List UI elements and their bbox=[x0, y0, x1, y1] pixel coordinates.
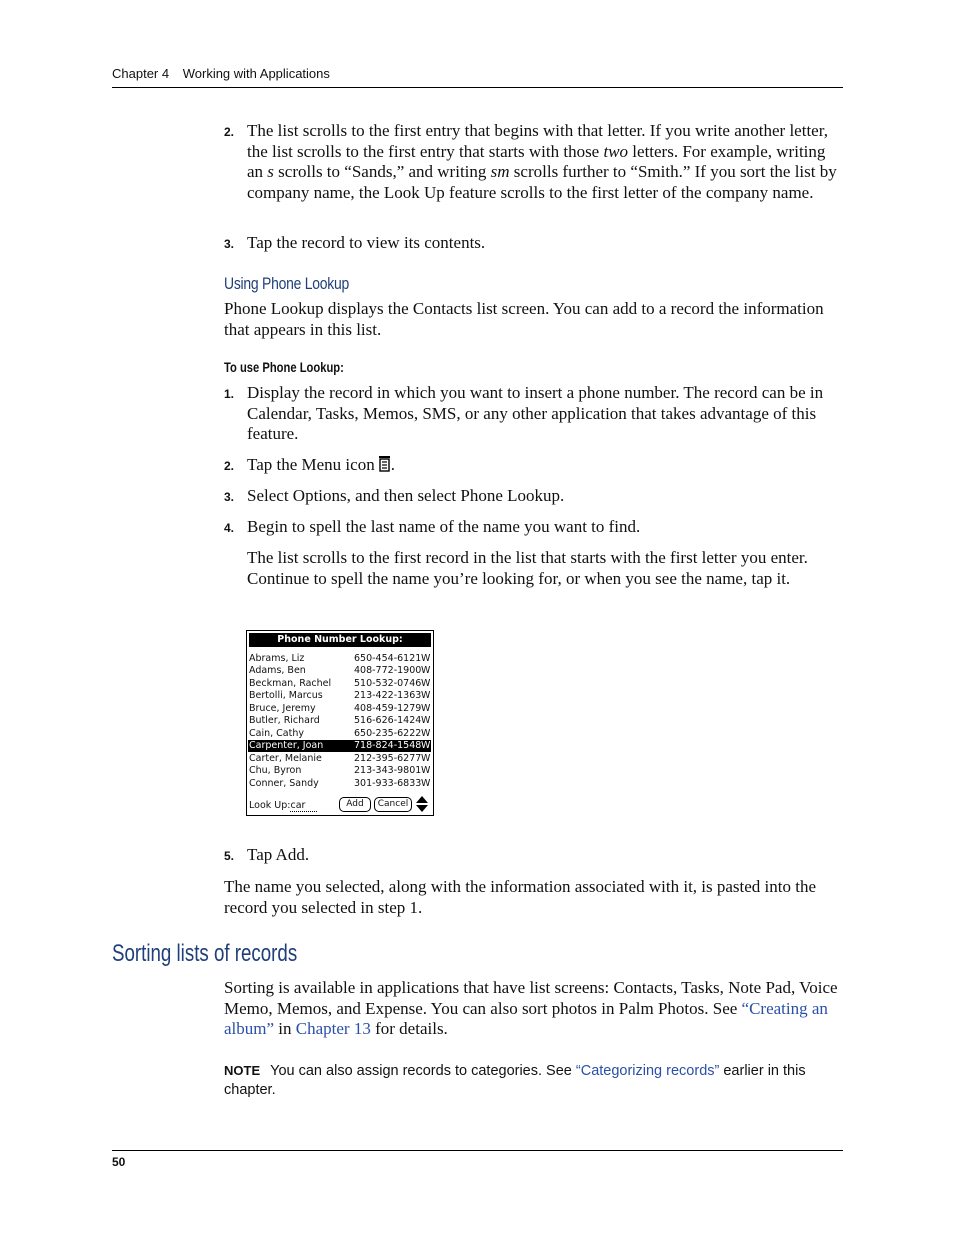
step-text: Select Options, and then select Phone Lookup. bbox=[247, 486, 565, 505]
step-text: Tap the record to view its contents. bbox=[247, 233, 486, 252]
phone-type-tag: W bbox=[421, 752, 431, 764]
step-text: Begin to spell the last name of the name you want to find. bbox=[247, 517, 641, 536]
contact-name: Butler, Richard bbox=[249, 715, 320, 727]
step-text: Tap Add. bbox=[247, 845, 310, 864]
contact-phone: 212-395-6277 bbox=[354, 752, 422, 764]
contact-name: Carter, Melanie bbox=[249, 752, 322, 764]
step-number: 2. bbox=[224, 459, 235, 473]
phone-type-tag: W bbox=[421, 702, 431, 714]
phone-type-tag: W bbox=[421, 777, 431, 789]
step-number: 3. bbox=[224, 490, 235, 504]
contact-row[interactable] bbox=[248, 715, 431, 727]
contact-phone: 650-454-6121 bbox=[354, 653, 422, 664]
contact-name: Abrams, Liz bbox=[249, 653, 305, 664]
menu-icon bbox=[378, 455, 391, 472]
phone-number-lookup-screenshot bbox=[246, 630, 434, 816]
procedure-step-3 bbox=[224, 486, 843, 507]
phone-type-tag: W bbox=[421, 690, 431, 702]
categorizing-records-link[interactable]: “Categorizing records” bbox=[575, 1063, 720, 1079]
lookup-field[interactable] bbox=[249, 800, 317, 811]
subsection-heading: Using Phone Lookup bbox=[224, 274, 350, 293]
contact-row[interactable] bbox=[248, 753, 431, 765]
contact-phone: 718-824-1548 bbox=[354, 740, 422, 752]
phone-type-tag: W bbox=[421, 665, 431, 677]
running-header bbox=[112, 66, 330, 81]
creating-album-link[interactable]: “Creating an album” bbox=[224, 998, 828, 1038]
contact-row[interactable] bbox=[248, 665, 431, 677]
step-2-top bbox=[224, 121, 843, 203]
step-number: 1. bbox=[224, 387, 235, 401]
contact-name: Carpenter, Joan bbox=[249, 740, 324, 752]
scroll-arrows-icon[interactable] bbox=[415, 795, 429, 813]
step-number: 2. bbox=[224, 125, 235, 139]
cancel-button[interactable]: Cancel bbox=[374, 797, 412, 812]
footer-rule bbox=[112, 1150, 843, 1151]
contact-name: Chu, Byron bbox=[249, 765, 302, 777]
phone-lookup-intro: Phone Lookup displays the Contacts list screen. You can add to a record the information that appears in this list. bbox=[224, 299, 824, 339]
step-text: The list scrolls to the first entry that begins with that letter. If you write another letter, the list scrolls to the first entry that starts with those two letters. For example, writing an s scrolls to “Sands,” and writing sm scrolls further to “Smith.” If you sort the list by company name, the Look Up feature scrolls to the first letter of the company name. bbox=[247, 121, 837, 202]
contact-phone: 301-933-6833 bbox=[354, 777, 422, 789]
procedure-step-5 bbox=[224, 845, 843, 866]
lookup-label: Look Up: bbox=[249, 800, 291, 811]
chapter-label: Chapter 4 bbox=[112, 66, 170, 81]
step-3-top bbox=[224, 233, 843, 254]
contact-row[interactable] bbox=[248, 690, 431, 702]
contact-phone: 650-235-6222 bbox=[354, 727, 422, 739]
contact-phone: 213-422-1363 bbox=[354, 690, 422, 702]
phone-type-tag: W bbox=[421, 715, 431, 727]
contact-name: Cain, Cathy bbox=[249, 727, 304, 739]
palm-title-bar: Phone Number Lookup: bbox=[249, 633, 431, 647]
contact-row[interactable] bbox=[248, 765, 431, 777]
procedure-step-2 bbox=[224, 455, 843, 476]
add-button[interactable]: Add bbox=[339, 797, 371, 812]
contact-name: Bruce, Jeremy bbox=[249, 702, 316, 714]
note: NOTE You can also assign records to categories. See “Categorizing records” earlier in this chapter. bbox=[224, 1063, 806, 1098]
step-4-continuation: The list scrolls to the first record in the list that starts with the first letter you enter. Continue to spell the name you’re looking for, or when you see the name, tap it. bbox=[247, 548, 808, 588]
contact-name: Conner, Sandy bbox=[249, 777, 319, 789]
contact-row[interactable] bbox=[248, 740, 431, 752]
contact-phone: 213-343-9801 bbox=[354, 765, 422, 777]
contact-name: Beckman, Rachel bbox=[249, 677, 332, 689]
sorting-paragraph: Sorting is available in applications that have list screens: Contacts, Tasks, Note Pad, Voice Memo, Memos, and Expense. You can also sort photos in Palm Photos. See “Creating an album” in Chapter 13 for details. bbox=[224, 978, 838, 1038]
result-paragraph: The name you selected, along with the information associated with it, is pasted into the record you selected in step 1. bbox=[224, 877, 817, 917]
phone-type-tag: W bbox=[421, 677, 431, 689]
step-text: Display the record in which you want to insert a phone number. The record can be in Calendar, Tasks, Memos, SMS, or any other application that takes advantage of this feature. bbox=[247, 383, 824, 443]
contact-phone: 516-626-1424 bbox=[354, 715, 422, 727]
contact-name: Adams, Ben bbox=[249, 665, 306, 677]
contact-phone: 408-772-1900 bbox=[354, 665, 422, 677]
page-number: 50 bbox=[112, 1155, 126, 1169]
contact-row[interactable] bbox=[248, 653, 431, 665]
step-text: Tap the Menu icon . bbox=[247, 455, 395, 474]
phone-type-tag: W bbox=[421, 653, 431, 664]
step-number: 4. bbox=[224, 521, 235, 535]
chapter-13-link[interactable]: Chapter 13 bbox=[295, 1019, 371, 1038]
contact-row[interactable] bbox=[248, 678, 431, 690]
procedure-step-1 bbox=[224, 383, 843, 445]
contact-phone: 408-459-1279 bbox=[354, 702, 422, 714]
phone-type-tag: W bbox=[421, 727, 431, 739]
contact-row[interactable] bbox=[248, 703, 431, 715]
section-heading: Sorting lists of records bbox=[112, 940, 298, 967]
contact-name: Bertolli, Marcus bbox=[249, 690, 323, 702]
note-label: NOTE bbox=[224, 1063, 261, 1078]
header-rule bbox=[112, 87, 843, 88]
phone-type-tag: W bbox=[421, 765, 431, 777]
procedure-step-4 bbox=[224, 517, 843, 538]
phone-type-tag: W bbox=[421, 740, 431, 752]
step-number: 5. bbox=[224, 849, 235, 863]
contact-row[interactable] bbox=[248, 728, 431, 740]
contact-phone: 510-532-0746 bbox=[354, 677, 422, 689]
step-number: 3. bbox=[224, 237, 235, 251]
chapter-title: Working with Applications bbox=[182, 66, 330, 81]
procedure-heading: To use Phone Lookup: bbox=[224, 359, 344, 375]
lookup-input[interactable]: car bbox=[290, 800, 317, 812]
contact-row[interactable] bbox=[248, 778, 431, 790]
